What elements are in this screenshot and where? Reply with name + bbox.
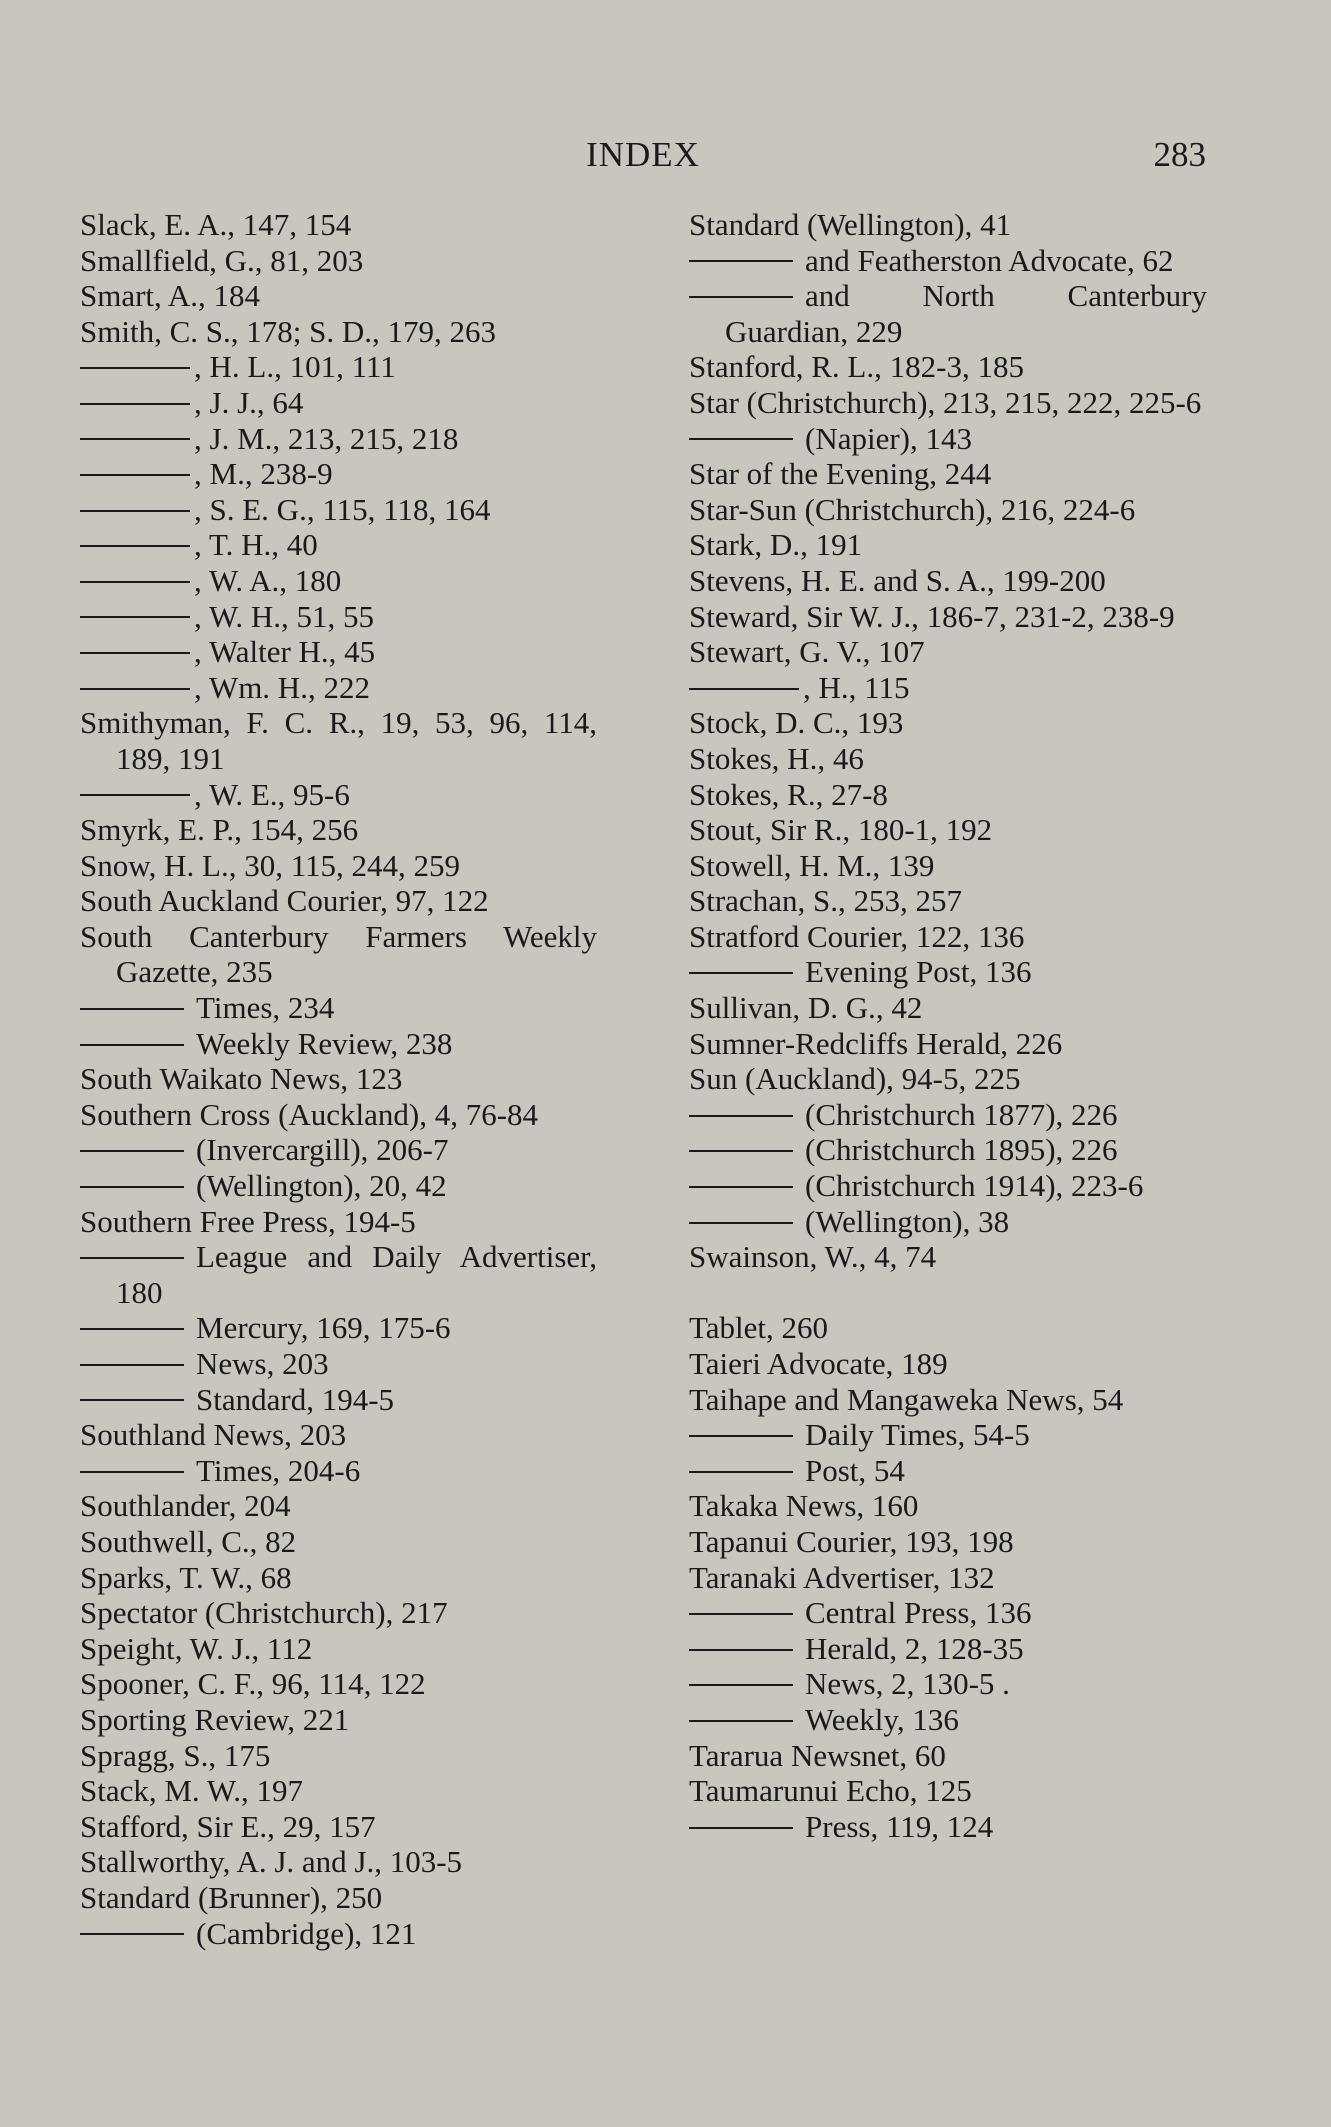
index-entry [689,634,1207,670]
index-entry-text: Central Press, 136 [805,1595,1032,1631]
ditto-dash [80,1364,184,1366]
index-entry [80,1453,597,1489]
ditto-dash [80,794,190,796]
ditto-dash [689,1720,793,1722]
index-entry-text: Star-Sun (Christchurch), 216, 224-6 [689,491,1136,527]
index-entry [689,527,1207,563]
ditto-dash [80,545,190,547]
index-entry-text: Taihape and Mangaweka News, 54 [689,1381,1124,1417]
ditto-dash [689,1186,793,1188]
index-entry [689,1488,1207,1524]
index-entry [80,1916,597,1952]
index-entry-text: Smart, A., 184 [80,278,260,314]
index-entry [80,1666,597,1702]
index-entry-text: Slack, E. A., 147, 154 [80,207,352,242]
ditto-dash [80,1399,184,1401]
index-entry [80,314,597,350]
ditto-dash [80,1328,184,1330]
index-entry-text: Taieri Advocate, 189 [689,1346,948,1381]
index-entry-text: , T. H., 40 [194,527,318,563]
index-entry-text: Taumarunui Echo, 125 [689,1773,972,1809]
index-entry-text: Stafford, Sir E., 29, 157 [80,1808,376,1844]
index-entry-text: Southwell, C., 82 [80,1523,297,1559]
ditto-dash [80,1471,184,1473]
index-entry [80,1595,597,1631]
index-entry [689,1453,1207,1489]
index-column-left [80,207,597,1951]
index-entry-text: Stock, D. C., 193 [689,705,904,741]
index-entry [80,883,597,919]
index-entry-text: , J. M., 213, 215, 218 [194,420,459,456]
index-entry [80,1026,597,1062]
page-header [80,130,1206,180]
index-entry [80,349,597,385]
index-entry-text: Smith, C. S., 178; S. D., 179, 263 [80,313,496,349]
index-entry [80,1097,597,1133]
index-entry [689,1382,1207,1418]
ditto-dash [689,1150,793,1152]
index-entry [689,990,1207,1026]
index-entry [689,385,1207,421]
index-entry [689,919,1207,955]
index-entry-text: Stokes, H., 46 [689,740,864,776]
index-entry-text: South Canterbury Farmers Weekly Gazette, 235 [80,918,597,990]
section-gap [689,1275,1207,1311]
index-entry [689,1168,1207,1204]
ditto-dash [80,1933,184,1935]
index-entry [80,1168,597,1204]
index-entry [689,777,1207,813]
index-entry-text: Stark, D., 191 [689,527,863,563]
index-entry [80,456,597,492]
index-entry [689,954,1207,990]
ditto-dash [80,1044,184,1046]
index-entry-text: , S. E. G., 115, 118, 164 [194,491,491,527]
index-entry [80,919,597,990]
index-entry [689,1061,1207,1097]
index-entry [80,705,597,776]
ditto-dash [689,1649,793,1651]
index-entry-text: Taranaki Advertiser, 132 [689,1559,995,1595]
index-entry [689,1026,1207,1062]
index-entry [80,990,597,1026]
index-entry [689,421,1207,457]
index-entry-text: South Auckland Courier, 97, 122 [80,883,489,919]
ditto-dash [689,972,793,974]
index-entry [80,848,597,884]
index-entry [689,1310,1207,1346]
index-entry-text: Weekly Review, 238 [196,1025,453,1061]
index-entry [689,1631,1207,1667]
index-entry-text: Evening Post, 136 [805,954,1032,990]
index-entry-text: South Waikato News, 123 [80,1061,403,1097]
ditto-dash [689,1222,793,1224]
index-entry [689,1132,1207,1168]
index-entry-text: Takaka News, 160 [689,1488,919,1524]
index-entry [80,1346,597,1382]
ditto-dash [80,367,190,369]
index-entry [689,848,1207,884]
index-column-right [689,207,1207,1844]
index-entry-text: News, 2, 130-5 . [805,1666,1010,1702]
index-entry [80,1809,597,1845]
index-entry [689,456,1207,492]
index-entry-text: Swainson, W., 4, 74 [689,1239,937,1275]
ditto-dash [689,438,793,440]
ditto-dash [80,1150,184,1152]
index-entry-text: Daily Times, 54-5 [805,1417,1030,1453]
index-entry-text: Southern Free Press, 194-5 [80,1203,416,1239]
index-entry [689,741,1207,777]
index-entry-text: Southern Cross (Auckland), 4, 76-84 [80,1096,539,1132]
index-entry-text: (Napier), 143 [805,420,972,456]
ditto-dash [689,1684,793,1686]
index-entry-text: Times, 204-6 [196,1452,361,1488]
index-entry-text: , H., 115 [803,669,910,705]
index-entry [80,1560,597,1596]
index-entry-text: Snow, H. L., 30, 115, 244, 259 [80,847,461,883]
index-entry [689,599,1207,635]
index-entry-text: and North Canterbury Guardian, 229 [725,278,1207,349]
ditto-dash [80,474,190,476]
ditto-dash [80,1257,184,1259]
index-entry [80,777,597,813]
ditto-dash [80,1186,184,1188]
index-entry [689,492,1207,528]
ditto-dash [80,438,190,440]
index-entry [689,670,1207,706]
index-entry [80,1204,597,1240]
ditto-dash [80,652,190,654]
index-entry-text: , H. L., 101, 111 [194,349,396,385]
index-entry-text: , J. J., 64 [194,384,304,420]
index-entry-text: Smithyman, F. C. R., 19, 53, 96, 114, 189, 191 [80,705,597,776]
index-entry-text: Times, 234 [196,990,335,1026]
index-entry [689,705,1207,741]
index-entry-text: (Christchurch 1914), 223-6 [805,1168,1144,1204]
index-entry [80,243,597,279]
index-entry [689,812,1207,848]
ditto-dash [80,688,190,690]
index-entry [80,1702,597,1738]
ditto-dash [689,1435,793,1437]
index-entry [80,599,597,635]
index-entry-text: Sparks, T. W., 68 [80,1559,292,1595]
index-entry [80,1488,597,1524]
index-entry-text: News, 203 [196,1346,329,1381]
ditto-dash [689,260,793,262]
index-entry [689,1417,1207,1453]
index-entry-text: (Invercargill), 206-7 [196,1132,449,1168]
index-entry-text: Star (Christchurch), 213, 215, 222, 225-6 [689,384,1202,420]
index-entry [689,1524,1207,1560]
index-entry-text: , Walter H., 45 [194,634,376,670]
index-entry-text: , W. E., 95-6 [194,776,350,812]
ditto-dash [80,403,190,405]
index-entry-text: Southland News, 203 [80,1417,347,1453]
index-entry-text: (Cambridge), 121 [196,1915,417,1951]
index-entry [689,1773,1207,1809]
index-entry-text: Weekly, 136 [805,1701,959,1737]
index-entry-text: Press, 119, 124 [805,1808,994,1844]
index-entry [80,1631,597,1667]
ditto-dash [689,296,793,298]
index-entry-text: Sun (Auckland), 94-5, 225 [689,1061,1021,1097]
index-entry [689,1239,1207,1275]
index-entry [80,1239,597,1310]
index-entry-text: Standard, 194-5 [196,1381,395,1417]
index-entry [689,207,1207,243]
index-entry-text: Star of the Evening, 244 [689,456,992,492]
index-entry [80,421,597,457]
index-entry-text: , M., 238-9 [194,456,333,492]
index-entry [80,1844,597,1880]
index-entry [689,563,1207,599]
index-entry-text: Sporting Review, 221 [80,1701,350,1737]
index-entry-text: Strachan, S., 253, 257 [689,883,962,919]
index-entry [80,1773,597,1809]
index-entry-text: Tararua Newsnet, 60 [689,1737,946,1773]
index-entry [80,207,597,243]
index-entry [80,1061,597,1097]
index-entry-text: Smyrk, E. P., 154, 256 [80,812,359,848]
index-entry [689,1595,1207,1631]
index-entry [80,1310,597,1346]
index-entry [689,1560,1207,1596]
index-entry [80,527,597,563]
index-entry [80,1880,597,1916]
index-entry-text: Spragg, S., 175 [80,1737,271,1773]
index-entry-text: (Christchurch 1877), 226 [805,1096,1118,1132]
index-entry-text: Steward, Sir W. J., 186-7, 231-2, 238-9 [689,598,1175,634]
index-entry-text: Stokes, R., 27-8 [689,776,888,812]
index-entry [689,1346,1207,1382]
index-entry-text: Smallfield, G., 81, 203 [80,242,364,278]
ditto-dash [689,1827,793,1829]
index-entry-text: (Christchurch 1895), 226 [805,1132,1118,1168]
index-entry [689,1702,1207,1738]
index-entry-text: Southlander, 204 [80,1488,291,1524]
index-entry-text: Tablet, 260 [689,1310,829,1346]
index-entry-text: Standard (Wellington), 41 [689,207,1012,242]
index-entry [689,1204,1207,1240]
index-entry [80,1417,597,1453]
ditto-dash [689,1471,793,1473]
index-entry-text: Stewart, G. V., 107 [689,634,925,670]
index-entry [689,1097,1207,1133]
index-entry [689,1666,1207,1702]
index-entry-text: Stallworthy, A. J. and J., 103-5 [80,1844,463,1880]
ditto-dash [80,510,190,512]
index-entry [80,563,597,599]
page-number: 283 [1153,135,1206,174]
index-entry-text: Spectator (Christchurch), 217 [80,1595,448,1631]
index-entry [80,492,597,528]
index-entry-text: League and Daily Advertiser, 180 [116,1239,597,1310]
index-entry-text: Stout, Sir R., 180-1, 192 [689,812,993,848]
index-entry-text: Stack, M. W., 197 [80,1773,304,1809]
index-entry-text: Stowell, H. M., 139 [689,847,935,883]
ditto-dash [80,1008,184,1010]
index-entry [689,1809,1207,1845]
index-entry [80,812,597,848]
index-entry [689,278,1207,349]
index-entry [80,1524,597,1560]
index-entry-text: and Featherston Advocate, 62 [805,242,1174,278]
index-entry [80,278,597,314]
ditto-dash [689,688,799,690]
ditto-dash [80,581,190,583]
index-entry-text: Sumner-Redcliffs Herald, 226 [689,1025,1063,1061]
index-entry-text: Mercury, 169, 175-6 [196,1310,451,1346]
index-entry-text: Standard (Brunner), 250 [80,1879,383,1915]
index-entry-text: (Wellington), 38 [805,1203,1010,1239]
index-entry [80,634,597,670]
index-entry-text: Spooner, C. F., 96, 114, 122 [80,1666,426,1702]
index-entry [80,670,597,706]
index-entry-text: Stanford, R. L., 182-3, 185 [689,349,1024,385]
ditto-dash [689,1115,793,1117]
index-entry-text: , W. H., 51, 55 [194,598,374,634]
index-entry [80,1382,597,1418]
index-entry [80,385,597,421]
index-entry [80,1132,597,1168]
index-entry-text: (Wellington), 20, 42 [196,1168,447,1204]
index-entry-text: Post, 54 [805,1452,905,1488]
index-entry [80,1738,597,1774]
page-title: INDEX [586,135,700,174]
index-entry-text: Stratford Courier, 122, 136 [689,918,1025,954]
index-entry-text: Herald, 2, 128-35 [805,1630,1024,1666]
index-entry-text: , W. A., 180 [194,562,342,598]
ditto-dash [80,616,190,618]
index-entry [689,883,1207,919]
index-entry [689,243,1207,279]
index-entry [689,1738,1207,1774]
ditto-dash [689,1613,793,1615]
index-entry-text: , Wm. H., 222 [194,669,370,705]
index-entry-text: Speight, W. J., 112 [80,1630,313,1666]
index-entry-text: Stevens, H. E. and S. A., 199-200 [689,562,1106,598]
index-entry-text: Sullivan, D. G., 42 [689,990,923,1026]
index-entry-text: Tapanui Courier, 193, 198 [689,1523,1014,1559]
index-entry [689,349,1207,385]
